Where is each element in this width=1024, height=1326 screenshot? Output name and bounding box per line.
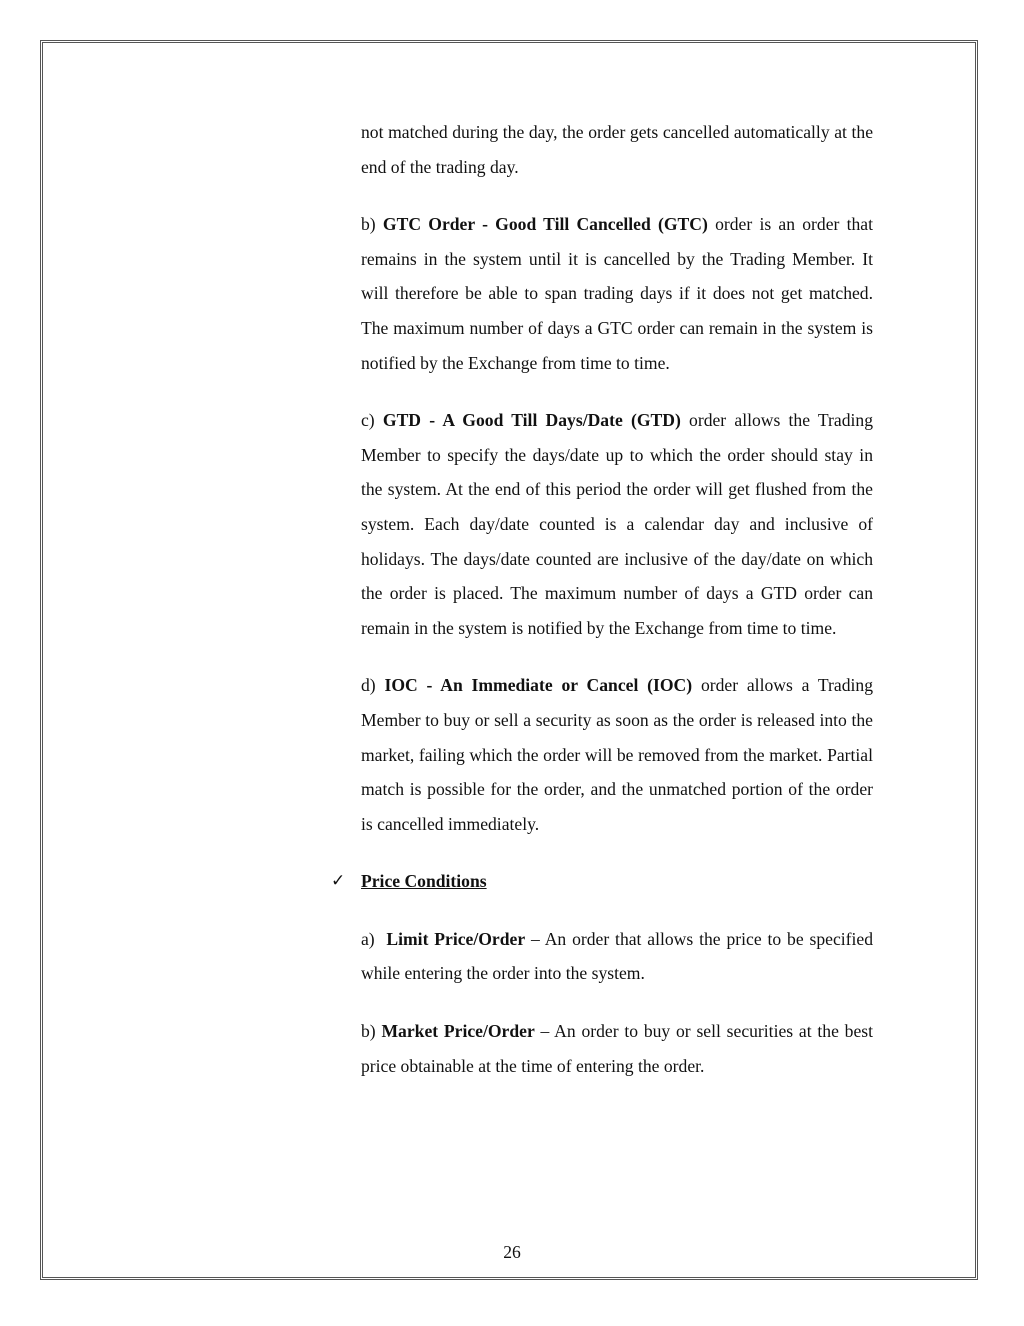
market-order-paragraph (361, 1014, 873, 1083)
gtc-paragraph (361, 207, 873, 380)
gtd-term: GTD - A Good Till Days/Date (GTD) (382, 410, 681, 431)
limit-term: Limit Price/Order (386, 928, 526, 949)
price-conditions-heading-text: Price Conditions (361, 871, 487, 892)
gtc-text: order is an order that remains in the system until it is cancelled by the Trading Member. It will therefore be able to span trading days if it does not get matched. The maximum number of days a GTC order can remain in the system is notified by the Exchange from time to time. (361, 214, 873, 373)
limit-prefix: a) (361, 928, 387, 949)
continuation-text: not matched during the day, the order gets cancelled automatically at the end of the trading day. (361, 122, 873, 177)
ioc-text: order allows a Trading Member to buy or sell a security as soon as the order is released into the market, failing which the order will be removed from the market. Partial match is possible for the order, and the unmatched portion of the order is cancelled immediately. (361, 675, 873, 834)
gtd-paragraph (361, 403, 873, 645)
price-conditions-heading (331, 864, 873, 899)
market-term: Market Price/Order (381, 1021, 535, 1042)
market-text: – An order to buy or sell securities at the best price obtainable at the time of entering the order. (361, 1021, 874, 1076)
main-text-column (331, 115, 874, 1106)
gtc-term: GTC Order - Good Till Cancelled (GTC) (382, 214, 708, 235)
ioc-prefix: d) (361, 675, 385, 696)
gtc-prefix: b) (361, 214, 383, 235)
page-number: 26 (503, 1242, 521, 1262)
ioc-term: IOC - An Immediate or Cancel (IOC) (384, 675, 693, 696)
gtd-prefix: c) (361, 410, 383, 431)
limit-text: – An order that allows the price to be specified while entering the order into the system. (361, 928, 874, 984)
ioc-paragraph (361, 668, 873, 841)
checkmark-icon: ✓ (331, 871, 346, 892)
limit-order-paragraph (361, 922, 873, 991)
continuation-paragraph (361, 115, 873, 184)
market-prefix: b) (361, 1021, 382, 1042)
gtd-text: order allows the Trading Member to specify the days/date up to which the order should stay in the system. At the end of this period the order will get flushed from the system. Each day/date counted is a calendar day and inclusive of holidays. The days/date counted are inclusive of the day/date on which the order is placed. The maximum number of days a GTD order can remain in the system is notified by the Exchange from time to time. (361, 410, 874, 638)
